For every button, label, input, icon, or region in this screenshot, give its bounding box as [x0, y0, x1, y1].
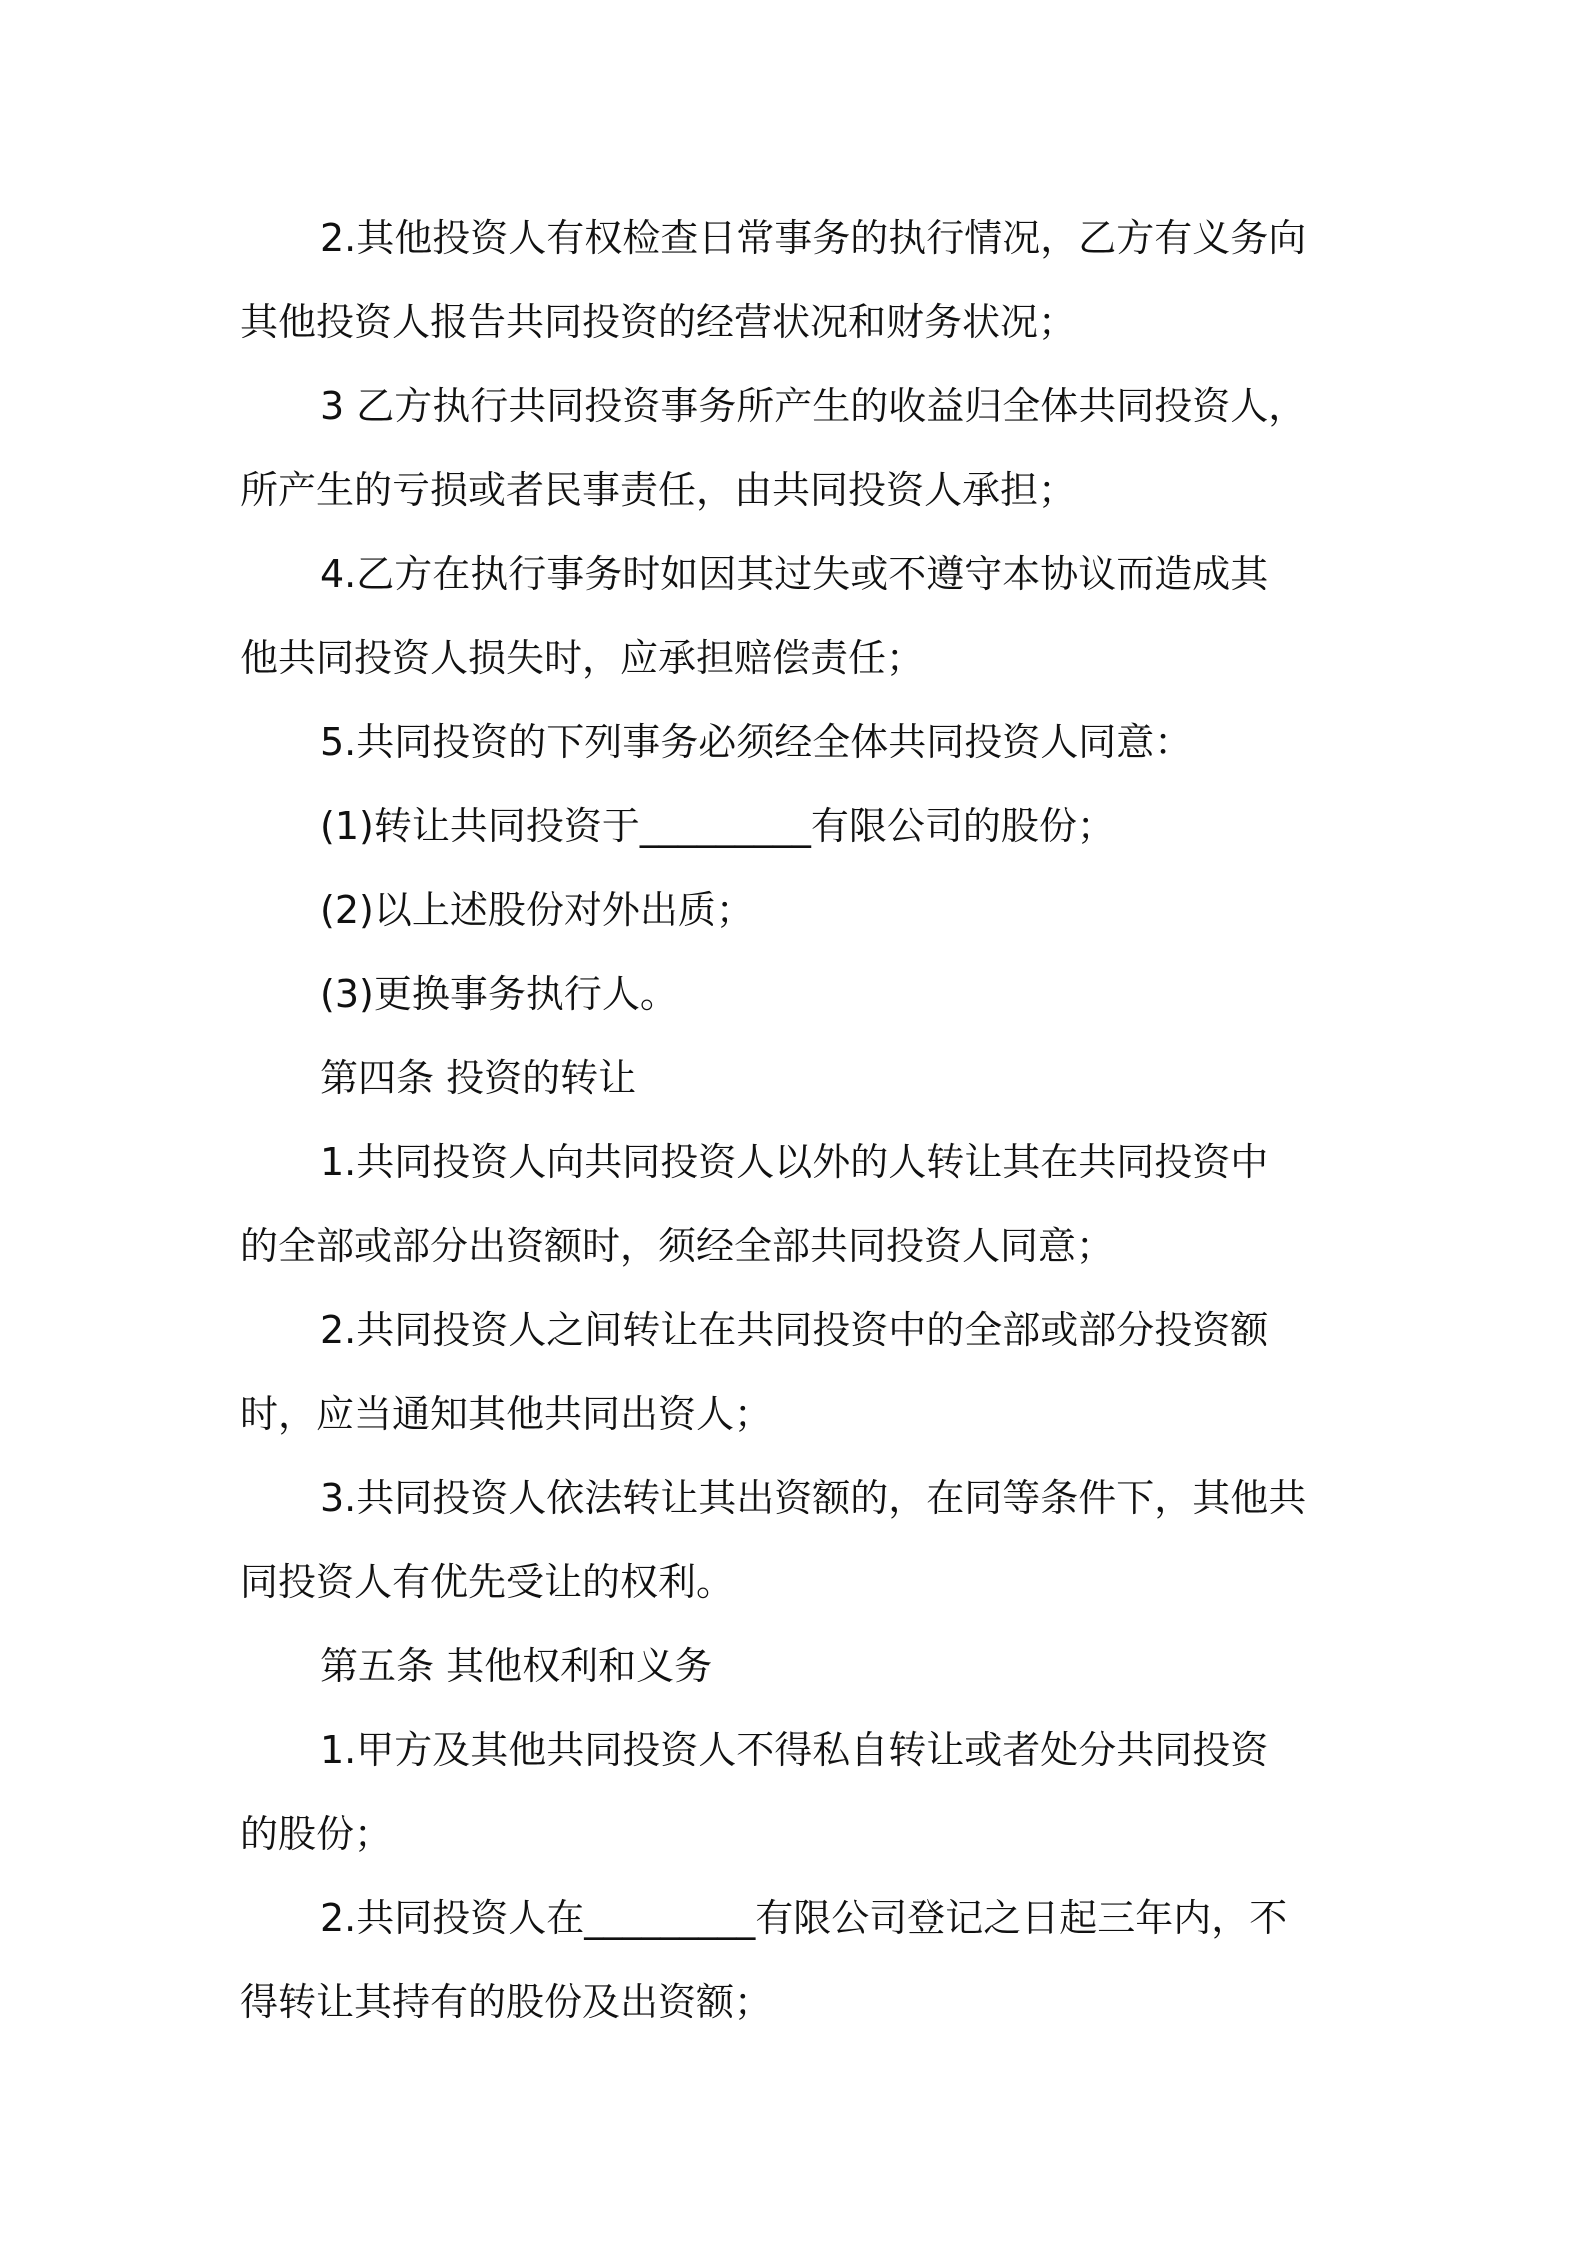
text-line: 2.共同投资人在_________有限公司登记之日起三年内，不 [320, 1896, 1288, 1940]
text-line: 1.共同投资人向共同投资人以外的人转让其在共同投资中 [320, 1140, 1269, 1184]
text-line: 得转让其持有的股份及出资额； [240, 1980, 773, 2024]
article-heading [240, 1624, 1350, 1708]
sub-item-paragraph [240, 952, 1350, 1036]
sub-item-paragraph [240, 784, 1350, 868]
text-line: (1)转让共同投资于_________有限公司的股份； [320, 804, 1115, 848]
heading-text: 第五条 其他权利和义务 [320, 1644, 713, 1688]
text-line: 他共同投资人损失时，应承担赔偿责任； [240, 636, 925, 680]
text-line: (3)更换事务执行人。 [320, 972, 678, 1016]
text-line: 1.甲方及其他共同投资人不得私自转让或者处分共同投资 [320, 1728, 1269, 1772]
text-line: 3 乙方执行共同投资事务所产生的收益归全体共同投资人， [320, 384, 1307, 428]
sub-item-paragraph [240, 868, 1350, 952]
clause-paragraph [240, 700, 1350, 784]
clause-paragraph [240, 1708, 1350, 1876]
text-line: 2.其他投资人有权检查日常事务的执行情况，乙方有义务向 [320, 216, 1307, 260]
text-line: 其他投资人报告共同投资的经营状况和财务状况； [240, 300, 1077, 344]
text-line: 的股份； [240, 1812, 393, 1856]
clause-paragraph [240, 196, 1350, 364]
article-heading [240, 1036, 1350, 1120]
clause-paragraph [240, 532, 1350, 700]
text-line: 时，应当通知其他共同出资人； [240, 1392, 773, 1436]
text-line: 3.共同投资人依法转让其出资额的，在同等条件下，其他共 [320, 1476, 1307, 1520]
document-body [240, 196, 1350, 2044]
text-line: (2)以上述股份对外出质； [320, 888, 754, 932]
clause-paragraph [240, 1120, 1350, 1288]
text-line: 的全部或部分出资额时，须经全部共同投资人同意； [240, 1224, 1115, 1268]
heading-text: 第四条 投资的转让 [320, 1056, 637, 1100]
text-line: 所产生的亏损或者民事责任，由共同投资人承担； [240, 468, 1077, 512]
clause-paragraph [240, 1288, 1350, 1456]
text-line: 5.共同投资的下列事务必须经全体共同投资人同意： [320, 720, 1193, 764]
clause-paragraph [240, 1876, 1350, 2044]
text-line: 同投资人有优先受让的权利。 [240, 1560, 735, 1604]
text-line: 4.乙方在执行事务时如因其过失或不遵守本协议而造成其 [320, 552, 1269, 596]
clause-paragraph [240, 364, 1350, 532]
text-line: 2.共同投资人之间转让在共同投资中的全部或部分投资额 [320, 1308, 1269, 1352]
clause-paragraph [240, 1456, 1350, 1624]
